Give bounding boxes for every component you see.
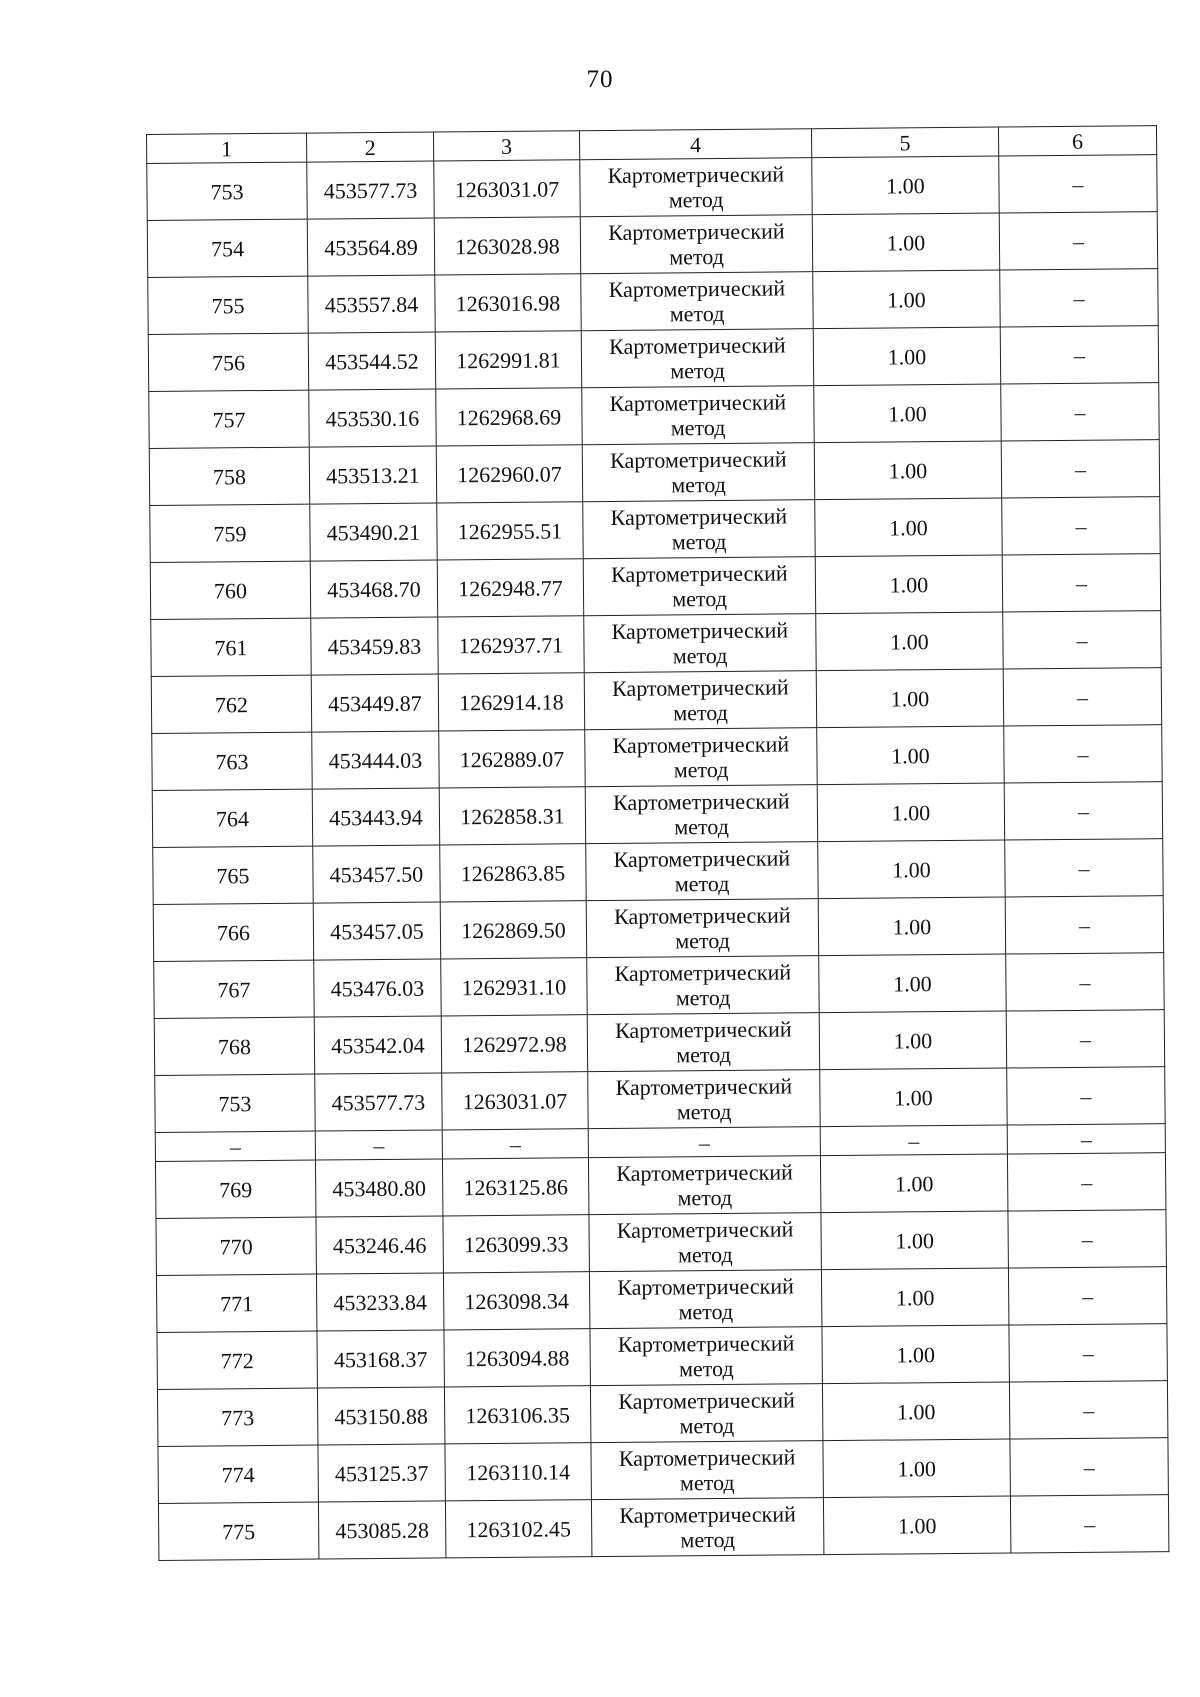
point-number-cell: 765 bbox=[153, 846, 313, 904]
y-coordinate-cell: 1263016.98 bbox=[435, 274, 581, 332]
table-row bbox=[147, 212, 1157, 278]
note-cell: – bbox=[1000, 326, 1158, 384]
note-cell: – bbox=[1010, 1438, 1168, 1496]
y-coordinate-cell: 1262968.69 bbox=[436, 388, 582, 446]
x-coordinate-cell: 453459.83 bbox=[311, 617, 438, 675]
method-text-line1: Картометрический bbox=[616, 1216, 794, 1243]
method-cell bbox=[584, 614, 816, 673]
y-coordinate-cell: 1262931.10 bbox=[441, 958, 587, 1016]
page-number: 70 bbox=[586, 66, 614, 93]
y-coordinate-cell: 1263094.88 bbox=[444, 1329, 590, 1387]
table-row bbox=[155, 1067, 1165, 1133]
method-text-line2: метод bbox=[673, 699, 728, 726]
method-text-line2: метод bbox=[672, 585, 727, 612]
method-cell bbox=[589, 1213, 821, 1272]
column-header: 2 bbox=[306, 132, 433, 162]
note-cell: – bbox=[1007, 1067, 1165, 1125]
method-text-line2: метод bbox=[675, 927, 730, 954]
method-text-line1: Картометрический bbox=[609, 389, 787, 416]
point-number-cell: 756 bbox=[148, 333, 308, 391]
accuracy-cell: 1.00 bbox=[817, 726, 1004, 785]
method-cell bbox=[587, 956, 819, 1015]
table-row bbox=[154, 953, 1164, 1019]
table-row bbox=[150, 497, 1160, 563]
method-cell bbox=[591, 1441, 823, 1500]
method-text-line2: метод bbox=[671, 528, 727, 555]
note-cell: – bbox=[1003, 611, 1161, 669]
column-header: 4 bbox=[579, 129, 811, 160]
accuracy-cell: 1.00 bbox=[816, 612, 1003, 671]
table-row bbox=[152, 782, 1162, 848]
method-text-line2: метод bbox=[670, 357, 725, 384]
method-cell bbox=[587, 1013, 819, 1072]
method-text-line1: Картометрический bbox=[610, 503, 788, 530]
method-text-line2: метод bbox=[678, 1298, 734, 1325]
method-cell bbox=[581, 329, 813, 388]
separator-dash-cell: – bbox=[315, 1130, 442, 1160]
separator-dash-cell: – bbox=[820, 1125, 1007, 1156]
method-text-line2: метод bbox=[679, 1469, 735, 1496]
point-number-cell: 763 bbox=[152, 732, 312, 790]
note-cell: – bbox=[1006, 953, 1164, 1011]
table-row bbox=[150, 554, 1160, 620]
method-text-line1: Картометрический bbox=[611, 674, 789, 701]
y-coordinate-cell: 1263110.14 bbox=[445, 1443, 591, 1501]
x-coordinate-cell: 453577.73 bbox=[315, 1073, 442, 1131]
x-coordinate-cell: 453476.03 bbox=[314, 959, 441, 1017]
accuracy-cell: 1.00 bbox=[815, 498, 1002, 557]
method-cell bbox=[582, 443, 814, 502]
x-coordinate-cell: 453544.52 bbox=[308, 332, 435, 390]
table-row bbox=[151, 668, 1161, 734]
accuracy-cell: 1.00 bbox=[817, 783, 1004, 842]
x-coordinate-cell: 453577.73 bbox=[307, 161, 434, 219]
table-row bbox=[156, 1267, 1166, 1333]
point-number-cell: 757 bbox=[149, 390, 309, 448]
point-number-cell: 755 bbox=[148, 276, 308, 334]
accuracy-cell: 1.00 bbox=[822, 1325, 1009, 1384]
method-text-line2: метод bbox=[676, 1041, 731, 1068]
coordinates-table-body bbox=[147, 126, 1169, 1561]
point-number-cell: 766 bbox=[153, 903, 313, 961]
point-number-cell: 774 bbox=[158, 1445, 318, 1503]
accuracy-cell: 1.00 bbox=[819, 1011, 1006, 1070]
point-number-cell: 761 bbox=[151, 618, 311, 676]
x-coordinate-cell: 453443.94 bbox=[312, 788, 439, 846]
y-coordinate-cell: 1262858.31 bbox=[439, 787, 585, 845]
method-text-line1: Картометрический bbox=[617, 1330, 795, 1357]
y-coordinate-cell: 1263031.07 bbox=[434, 160, 580, 218]
method-text-line1: Картометрический bbox=[614, 1016, 792, 1043]
x-coordinate-cell: 453530.16 bbox=[309, 389, 436, 447]
method-text-line1: Картометрический bbox=[611, 560, 788, 587]
x-coordinate-cell: 453468.70 bbox=[310, 560, 437, 618]
accuracy-cell: 1.00 bbox=[814, 441, 1001, 500]
x-coordinate-cell: 453246.46 bbox=[316, 1216, 443, 1274]
y-coordinate-cell: 1263028.98 bbox=[434, 217, 580, 275]
y-coordinate-cell: 1263031.07 bbox=[442, 1072, 588, 1130]
method-text-line2: метод bbox=[674, 813, 729, 840]
method-cell bbox=[588, 1070, 820, 1129]
accuracy-cell: 1.00 bbox=[816, 669, 1003, 728]
method-text-line2: метод bbox=[672, 642, 728, 669]
method-text-line1: Картометрический bbox=[619, 1501, 796, 1528]
note-cell: – bbox=[1005, 896, 1163, 954]
method-text-line1: Картометрический bbox=[616, 1159, 793, 1186]
method-text-line2: метод bbox=[670, 414, 726, 441]
note-cell: – bbox=[1010, 1495, 1168, 1553]
accuracy-cell: 1.00 bbox=[813, 270, 1000, 329]
column-header: 1 bbox=[147, 133, 307, 163]
method-text-line1: Картометрический bbox=[614, 959, 792, 986]
point-number-cell: 762 bbox=[151, 675, 311, 733]
x-coordinate-cell: 453557.84 bbox=[308, 275, 435, 333]
method-cell bbox=[581, 272, 813, 331]
y-coordinate-cell: 1262960.07 bbox=[436, 445, 582, 503]
method-text-line1: Картометрический bbox=[613, 902, 791, 929]
y-coordinate-cell: 1262972.98 bbox=[441, 1015, 587, 1073]
y-coordinate-cell: 1263098.34 bbox=[443, 1272, 589, 1330]
separator-dash-cell: – bbox=[442, 1129, 588, 1159]
accuracy-cell: 1.00 bbox=[822, 1382, 1009, 1441]
column-header: 5 bbox=[811, 127, 998, 158]
y-coordinate-cell: 1263102.45 bbox=[445, 1500, 591, 1558]
table-row bbox=[158, 1495, 1168, 1561]
x-coordinate-cell: 453233.84 bbox=[316, 1273, 443, 1331]
note-cell: – bbox=[1008, 1210, 1166, 1268]
x-coordinate-cell: 453564.89 bbox=[307, 218, 434, 276]
accuracy-cell: 1.00 bbox=[819, 954, 1006, 1013]
point-number-cell: 760 bbox=[150, 561, 310, 619]
point-number-cell: 771 bbox=[156, 1274, 316, 1332]
method-text-line2: метод bbox=[676, 1098, 732, 1125]
note-cell: – bbox=[1005, 839, 1163, 897]
method-cell bbox=[584, 671, 816, 730]
method-text-line2: метод bbox=[677, 1184, 733, 1211]
x-coordinate-cell: 453125.37 bbox=[318, 1444, 445, 1502]
y-coordinate-cell: 1263099.33 bbox=[443, 1215, 589, 1273]
point-number-cell: 764 bbox=[152, 789, 312, 847]
y-coordinate-cell: 1262889.07 bbox=[439, 730, 585, 788]
point-number-cell: 753 bbox=[155, 1074, 315, 1132]
table-row bbox=[153, 896, 1163, 962]
method-text-line1: Картометрический bbox=[618, 1444, 796, 1471]
y-coordinate-cell: 1263125.86 bbox=[442, 1158, 588, 1216]
accuracy-cell: 1.00 bbox=[821, 1211, 1008, 1270]
note-cell: – bbox=[1002, 554, 1160, 612]
method-text-line2: метод bbox=[669, 243, 724, 270]
method-cell bbox=[590, 1384, 822, 1443]
table-row bbox=[149, 383, 1159, 449]
method-text-line2: метод bbox=[675, 984, 731, 1011]
table-row bbox=[155, 1153, 1165, 1219]
y-coordinate-cell: 1262869.50 bbox=[440, 901, 586, 959]
point-number-cell: 759 bbox=[150, 504, 310, 562]
y-coordinate-cell: 1262991.81 bbox=[435, 331, 581, 389]
note-cell: – bbox=[1009, 1381, 1167, 1439]
method-text-line1: Картометрический bbox=[608, 275, 786, 302]
note-cell: – bbox=[1003, 668, 1161, 726]
point-number-cell: 768 bbox=[154, 1017, 314, 1075]
table-row bbox=[158, 1438, 1168, 1504]
accuracy-cell: 1.00 bbox=[823, 1439, 1010, 1498]
method-text-line2: метод bbox=[669, 300, 725, 327]
x-coordinate-cell: 453444.03 bbox=[312, 731, 439, 789]
table-row bbox=[154, 1010, 1164, 1076]
method-cell bbox=[583, 557, 815, 616]
accuracy-cell: 1.00 bbox=[814, 384, 1001, 443]
table-row bbox=[148, 326, 1158, 392]
coordinates-table bbox=[146, 125, 1169, 1561]
accuracy-cell: 1.00 bbox=[812, 213, 999, 272]
x-coordinate-cell: 453457.05 bbox=[313, 902, 440, 960]
note-cell: – bbox=[1000, 269, 1158, 327]
x-coordinate-cell: 453542.04 bbox=[314, 1016, 441, 1074]
accuracy-cell: 1.00 bbox=[818, 897, 1005, 956]
method-text-line1: Картометрический bbox=[610, 446, 787, 473]
table-row bbox=[153, 839, 1163, 905]
point-number-cell: 772 bbox=[157, 1331, 317, 1389]
y-coordinate-cell: 1262948.77 bbox=[437, 559, 583, 617]
x-coordinate-cell: 453085.28 bbox=[318, 1501, 445, 1559]
y-coordinate-cell: 1262937.71 bbox=[438, 616, 584, 674]
note-cell: – bbox=[1001, 440, 1159, 498]
method-cell bbox=[591, 1498, 823, 1557]
note-cell: – bbox=[1004, 782, 1162, 840]
method-text-line2: метод bbox=[679, 1412, 735, 1439]
x-coordinate-cell: 453513.21 bbox=[309, 446, 436, 504]
method-text-line2: метод bbox=[678, 1355, 734, 1382]
point-number-cell: 753 bbox=[147, 162, 307, 220]
method-text-line2: метод bbox=[668, 186, 724, 213]
method-cell bbox=[583, 500, 815, 559]
method-cell bbox=[580, 215, 812, 274]
point-number-cell: 767 bbox=[154, 960, 314, 1018]
column-header: 6 bbox=[998, 126, 1156, 156]
method-cell bbox=[589, 1270, 821, 1329]
point-number-cell: 769 bbox=[155, 1160, 315, 1218]
separator-dash-cell: – bbox=[1007, 1124, 1165, 1154]
y-coordinate-cell: 1262955.51 bbox=[437, 502, 583, 560]
method-cell bbox=[582, 386, 814, 445]
method-cell bbox=[588, 1156, 820, 1215]
method-text-line1: Картометрический bbox=[609, 332, 786, 359]
method-cell bbox=[585, 728, 817, 787]
method-text-line1: Картометрический bbox=[608, 218, 785, 245]
point-number-cell: 775 bbox=[158, 1502, 318, 1560]
method-text-line1: Картометрический bbox=[612, 788, 790, 815]
accuracy-cell: 1.00 bbox=[820, 1068, 1007, 1127]
method-text-line2: метод bbox=[673, 756, 729, 783]
table-row bbox=[152, 725, 1162, 791]
y-coordinate-cell: 1262914.18 bbox=[438, 673, 584, 731]
accuracy-cell: 1.00 bbox=[821, 1268, 1008, 1327]
note-cell: – bbox=[1001, 383, 1159, 441]
method-text-line1: Картометрический bbox=[618, 1387, 795, 1414]
x-coordinate-cell: 453480.80 bbox=[315, 1159, 442, 1217]
point-number-cell: 773 bbox=[157, 1388, 317, 1446]
method-text-line1: Картометрический bbox=[607, 161, 785, 188]
x-coordinate-cell: 453150.88 bbox=[317, 1387, 444, 1445]
accuracy-cell: 1.00 bbox=[815, 555, 1002, 614]
table-row bbox=[157, 1324, 1167, 1390]
accuracy-cell: 1.00 bbox=[820, 1154, 1007, 1213]
method-text-line1: Картометрический bbox=[613, 845, 791, 872]
separator-dash-cell: – bbox=[588, 1127, 820, 1158]
note-cell: – bbox=[999, 212, 1157, 270]
x-coordinate-cell: 453490.21 bbox=[310, 503, 437, 561]
method-text-line2: метод bbox=[674, 870, 730, 897]
method-text-line1: Картометрический bbox=[612, 731, 790, 758]
note-cell: – bbox=[1008, 1267, 1166, 1325]
note-cell: – bbox=[1009, 1324, 1167, 1382]
method-text-line2: метод bbox=[680, 1526, 736, 1553]
separator-dash-cell: – bbox=[155, 1131, 315, 1161]
method-cell bbox=[585, 785, 817, 844]
accuracy-cell: 1.00 bbox=[812, 156, 999, 215]
point-number-cell: 754 bbox=[147, 219, 307, 277]
method-text-line2: метод bbox=[677, 1241, 733, 1268]
table-row bbox=[156, 1210, 1166, 1276]
method-text-line1: Картометрический bbox=[611, 617, 789, 644]
coordinates-table-wrapper bbox=[146, 125, 1168, 1561]
note-cell: – bbox=[1007, 1153, 1165, 1211]
y-coordinate-cell: 1262863.85 bbox=[440, 844, 586, 902]
note-cell: – bbox=[1006, 1010, 1164, 1068]
method-text-line1: Картометрический bbox=[617, 1273, 794, 1300]
table-row bbox=[149, 440, 1159, 506]
method-text-line2: метод bbox=[671, 471, 726, 498]
x-coordinate-cell: 453168.37 bbox=[317, 1330, 444, 1388]
y-coordinate-cell: 1263106.35 bbox=[444, 1386, 590, 1444]
table-row bbox=[148, 269, 1158, 335]
method-cell bbox=[590, 1327, 822, 1386]
point-number-cell: 770 bbox=[156, 1217, 316, 1275]
accuracy-cell: 1.00 bbox=[813, 327, 1000, 386]
method-cell bbox=[580, 158, 812, 217]
table-row bbox=[147, 155, 1157, 221]
point-number-cell: 758 bbox=[149, 447, 309, 505]
table-row bbox=[157, 1381, 1167, 1447]
column-header: 3 bbox=[433, 131, 579, 161]
x-coordinate-cell: 453457.50 bbox=[313, 845, 440, 903]
method-cell bbox=[586, 842, 818, 901]
accuracy-cell: 1.00 bbox=[818, 840, 1005, 899]
method-cell bbox=[586, 899, 818, 958]
x-coordinate-cell: 453449.87 bbox=[311, 674, 438, 732]
note-cell: – bbox=[1004, 725, 1162, 783]
table-row bbox=[151, 611, 1161, 677]
note-cell: – bbox=[999, 155, 1157, 213]
note-cell: – bbox=[1002, 497, 1160, 555]
accuracy-cell: 1.00 bbox=[823, 1496, 1010, 1555]
method-text-line1: Картометрический bbox=[615, 1073, 793, 1100]
